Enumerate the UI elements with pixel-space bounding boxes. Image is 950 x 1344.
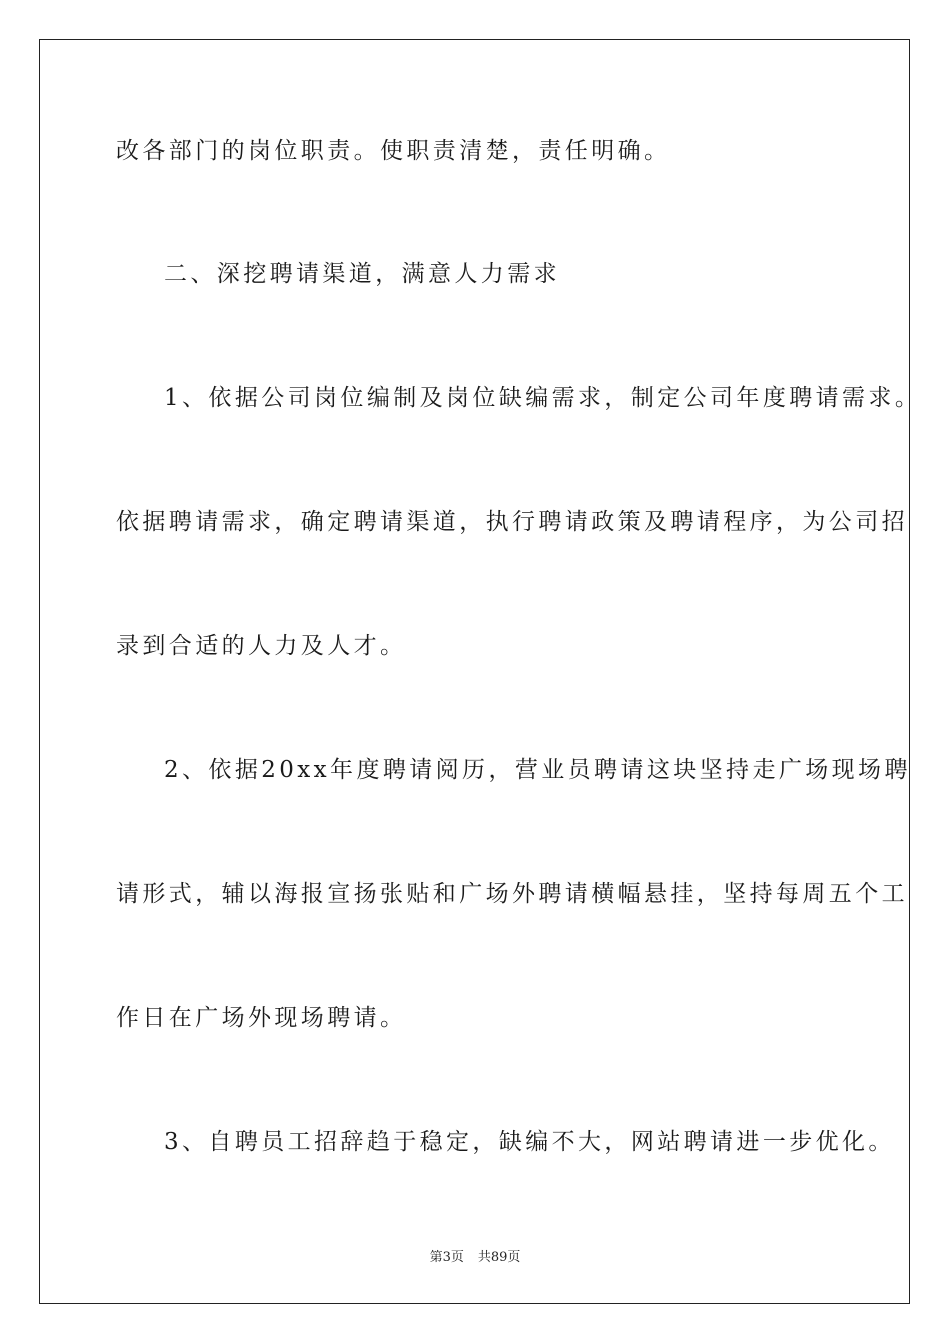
body-line-1: 改各部门的岗位职责。使职责清楚，责任明确。 xyxy=(116,138,671,164)
page-number: 第3页 xyxy=(429,1250,464,1265)
body-line-3: 1、依据公司岗位编制及岗位缺编需求，制定公司年度聘请需求。 xyxy=(164,385,922,411)
body-line-9: 3、自聘员工招辞趋于稳定，缺编不大，网站聘请进一步优化。 xyxy=(164,1129,895,1155)
body-line-5: 录到合适的人力及人才。 xyxy=(116,633,407,659)
body-line-8: 作日在广场外现场聘请。 xyxy=(116,1005,407,1031)
section-heading: 二、深挖聘请渠道，满意人力需求 xyxy=(164,261,560,287)
page-total: 共89页 xyxy=(477,1250,521,1265)
body-line-7: 请形式，辅以海报宣扬张贴和广场外聘请横幅悬挂，坚持每周五个工 xyxy=(116,881,908,907)
page-footer xyxy=(0,1246,950,1265)
page-border xyxy=(39,39,910,1304)
body-line-6: 2、依据20xx年度聘请阅历，营业员聘请这块坚持走广场现场聘 xyxy=(164,757,911,783)
body-line-4: 依据聘请需求，确定聘请渠道，执行聘请政策及聘请程序，为公司招 xyxy=(116,509,908,535)
